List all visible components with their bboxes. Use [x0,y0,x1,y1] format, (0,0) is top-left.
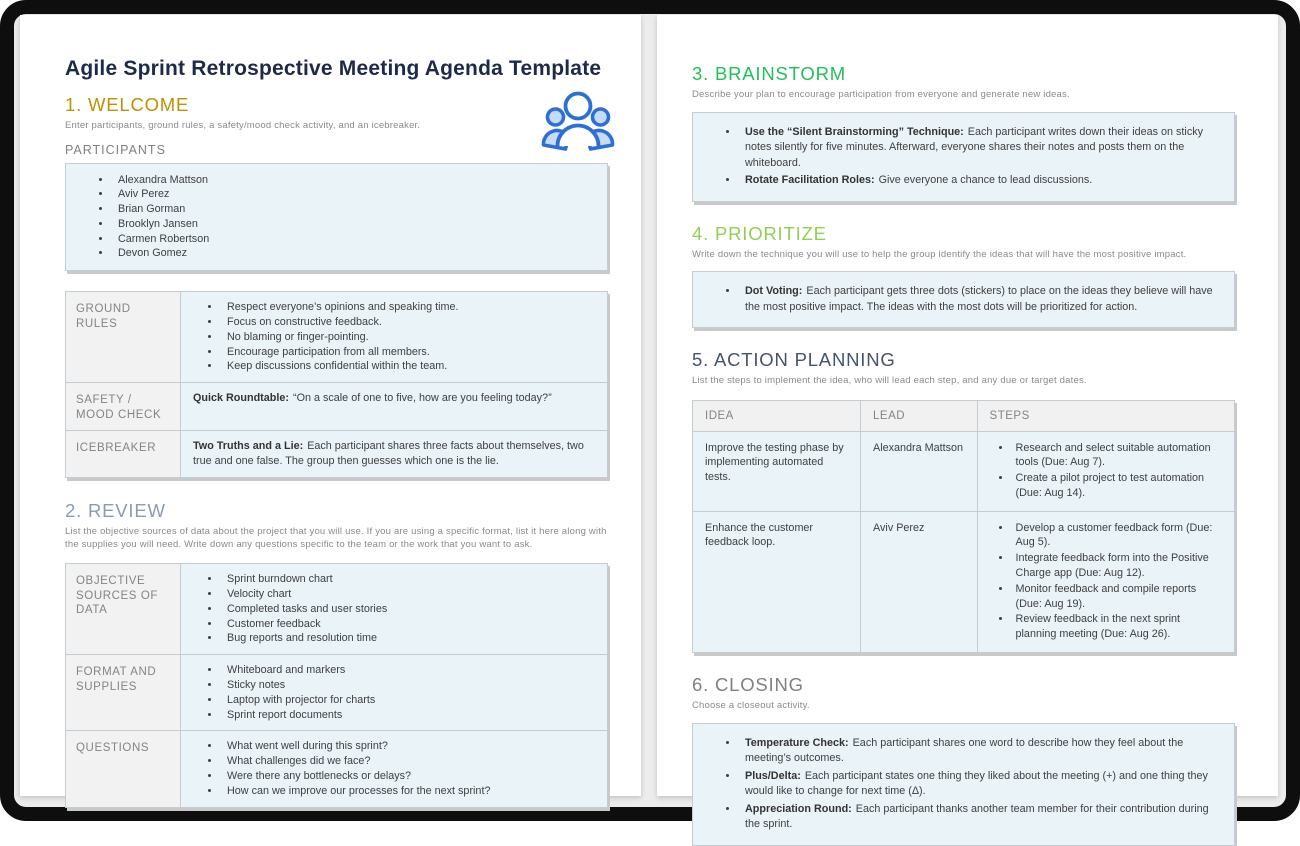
review-table [65,563,608,807]
table-row [66,564,608,655]
list-item: • Respect everyone’s opinions and speaking time. [221,300,595,315]
brainstorm-list [709,125,1218,189]
item-text: Give everyone a chance to lead discussions. [878,174,1093,186]
bold-lead-in: Dot Voting: [745,285,803,297]
list-item: • Encourage participation from all members. [221,345,595,360]
idea-cell: Improve the testing phase by implementing automated tests. [693,431,861,511]
section-action-planning [692,349,1235,653]
list-item: • Velocity chart [221,587,595,602]
bold-lead-in: Appreciation Round: [745,802,852,815]
section-heading-action-planning: 5. ACTION PLANNING [692,349,896,370]
list-item [739,284,1218,315]
steps-cell [977,511,1234,652]
participants-label: PARTICIPANTS [65,142,166,157]
table-row [66,292,608,383]
closing-list [709,736,1218,833]
table-row [66,383,608,431]
ground-rules-list [193,300,595,374]
table-row [693,511,1235,652]
review-description: List the objective sources of data about the project that you will use. If you are using a specific format, list it here along with the supplies you will need. Write down any questions specific to the team or the work that you want to ask. [65,526,607,550]
prioritize-box [692,271,1235,328]
table-row [66,655,608,731]
list-item: • Completed tasks and user stories [221,602,595,617]
participants-list [82,173,591,262]
list-item: • Laptop with projector for charts [221,693,595,708]
item-text: Each participant thanks another team member for their contribution during the sprint. [745,802,1209,831]
section-brainstorm [692,63,1235,202]
bold-lead-in: Two Truths and a Lie: [193,440,304,453]
lead-cell: Alexandra Mattson [861,431,978,511]
column-header-idea: IDEA [693,400,861,431]
list-item: • Monitor feedback and compile reports (Due: Aug 19). [1012,582,1222,612]
item-text: Each participant states one thing they liked about the meeting (+) and one thing they would like to change for next time (Δ). [745,769,1208,798]
table-row [693,431,1235,511]
row-label-ground-rules: GROUND RULES [66,292,181,383]
row-text: Each participant shares three facts about themselves, two true and one false. The group then guesses which one is the lie. [193,440,584,468]
row-label-icebreaker: ICEBREAKER [66,431,181,478]
row-value-icebreaker [181,431,608,478]
welcome-description: Enter participants, ground rules, a safety/mood check activity, and an icebreaker. [65,120,421,131]
format-supplies-list [193,663,595,722]
objective-sources-list [193,572,595,646]
bold-lead-in: Temperature Check: [745,736,849,749]
list-item: • Brian Gorman [112,202,591,217]
welcome-table [65,291,608,478]
lead-cell: Aviv Perez [861,511,978,652]
list-item: • Bug reports and resolution time [221,631,595,646]
bold-lead-in: Plus/Delta: [745,769,801,782]
list-item: • Integrate feedback form into the Positive Charge app (Due: Aug 12). [1012,551,1222,581]
list-item [739,173,1218,189]
list-item: • No blaming or finger-pointing. [221,330,595,345]
questions-list [193,739,595,798]
brainstorm-description: Describe your plan to encourage participation from everyone and generate new ideas. [692,89,1070,100]
table-row [66,731,608,807]
page-left-content [20,15,641,808]
section-heading-prioritize: 4. PRIORITIZE [692,222,827,244]
document-page-left [20,15,641,796]
steps-cell [977,431,1234,511]
prioritize-list [709,284,1218,315]
section-heading-closing: 6. CLOSING [692,674,804,696]
steps-list [990,441,1222,501]
list-item: • Research and select suitable automation tools (Due: Aug 7). [1012,441,1222,471]
list-item: • Keep discussions confidential within the team. [221,359,595,374]
section-closing [692,674,1235,846]
row-value-safety-mood-check [181,383,608,431]
action-description: List the steps to implement the idea, who will lead each step, and any due or target dates. [692,375,1087,386]
section-prioritize [692,223,1235,329]
row-value-questions [181,731,608,807]
row-text: “On a scale of one to five, how are you feeling today?” [292,392,552,405]
bold-lead-in: Quick Roundtable: [193,392,289,405]
item-text: Each participant shares one word to describe how they feel about the meeting’s outcomes. [745,736,1184,765]
bold-lead-in: Rotate Facilitation Roles: [745,174,875,186]
list-item [739,769,1218,800]
idea-cell: Enhance the customer feedback loop. [693,511,861,652]
bold-lead-in: Use the “Silent Brainstorming” Technique: [745,125,964,138]
list-item [739,802,1218,833]
row-label-questions: QUESTIONS [66,731,181,807]
list-item: • Were there any bottlenecks or delays? [221,769,595,784]
table-header-row [693,400,1235,431]
list-item: • Aviv Perez [112,187,591,202]
list-item: • Brooklyn Jansen [112,217,591,232]
section-heading-brainstorm: 3. BRAINSTORM [692,63,846,84]
list-item: • Alexandra Mattson [112,173,591,188]
list-item: • Create a pilot project to test automation (Due: Aug 14). [1012,471,1222,501]
column-header-steps: STEPS [977,400,1234,431]
row-value-ground-rules [181,292,608,383]
team-people-icon [541,89,615,161]
section-heading-review: 2. REVIEW [65,500,166,522]
closing-box [692,723,1235,846]
section-heading-welcome: 1. WELCOME [65,94,190,115]
table-row [66,431,608,478]
list-item: • Develop a customer feedback form (Due: Aug 5). [1012,521,1222,551]
list-item: • Sprint report documents [221,708,595,723]
list-item: • What challenges did we face? [221,754,595,769]
prioritize-description: Write down the technique you will use to help the group identify the ideas that will have the most positive impact. [692,248,1187,260]
closing-description: Choose a closeout activity. [692,700,810,712]
page-right-content [657,15,1278,846]
list-item: • Review feedback in the next sprint planning meeting (Due: Aug 26). [1012,612,1222,642]
row-value-format-supplies [181,655,608,731]
list-item [739,736,1218,767]
list-item: • Focus on constructive feedback. [221,315,595,330]
row-label-format-supplies: FORMAT AND SUPPLIES [66,655,181,731]
column-header-lead: LEAD [861,400,978,431]
item-text: Each participant writes down their ideas on sticky notes silently for five minutes. Afterward, everyone shares their notes and posts them on the whiteboard. [745,125,1204,169]
list-item [739,125,1218,172]
row-label-safety-mood-check: SAFETY / MOOD CHECK [66,383,181,431]
list-item: • How can we improve our processes for the next sprint? [221,784,595,799]
item-text: Each participant gets three dots (stickers) to place on the ideas they believe will have the most positive impact. The ideas with the most dots will be prioritized for action. [745,285,1213,313]
document-page-right [657,15,1278,831]
list-item: • What went well during this sprint? [221,739,595,754]
list-item: • Sticky notes [221,678,595,693]
list-item: • Carmen Robertson [112,232,591,247]
list-item: • Whiteboard and markers [221,663,595,678]
document-title: Agile Sprint Retrospective Meeting Agenda Template [65,57,602,80]
brainstorm-box [692,112,1235,202]
action-planning-table [692,400,1235,654]
row-label-objective-sources: OBJECTIVE SOURCES OF DATA [66,564,181,655]
participants-box [65,163,608,272]
list-item: • Sprint burndown chart [221,572,595,587]
list-item: • Customer feedback [221,617,595,632]
row-value-objective-sources [181,564,608,655]
steps-list [990,521,1222,642]
list-item: • Devon Gomez [112,246,591,261]
